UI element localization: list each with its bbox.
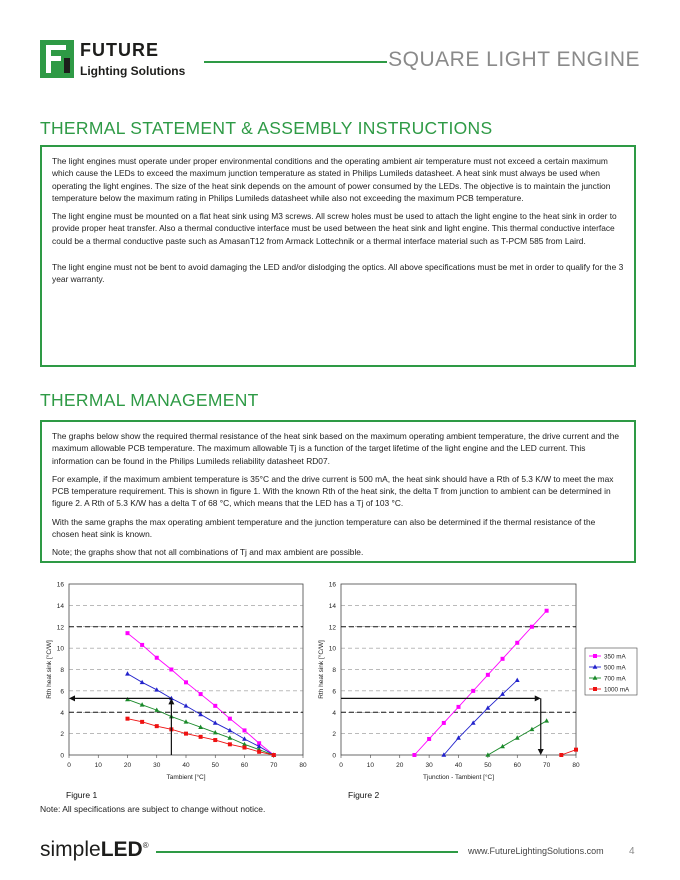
paragraph: The light engines must operate under proper environmental conditions and the operating ambient air temperature must not exceed a certain maximum which cause the LEDs to exceed the maximum junction temperature as stated in Philips Lumileds datasheet. A heat sink must always be used when operating the light engines. The size of the heat sink depends on the amount of power consumed by the LEDs. The objective is to maintain the junction temperature below the maximum rating in Philips Lumileds datasheet while also not exceeding the maximum PCB temperature. bbox=[52, 156, 611, 203]
paragraph: With the same graphs the max operating ambient temperature and the junction temperature can also be determined if the thermal resistance of the chosen heat sink is known. bbox=[52, 516, 596, 540]
data-point bbox=[155, 724, 159, 728]
legend-label: 1000 mA bbox=[604, 686, 630, 694]
data-point bbox=[515, 641, 519, 645]
data-point bbox=[559, 753, 563, 757]
figure-1-chart bbox=[40, 578, 340, 803]
figure-title: Figure 2 bbox=[348, 790, 380, 800]
section-heading-thermal-management: THERMAL MANAGEMENT bbox=[40, 390, 259, 410]
brand-prefix: simple bbox=[40, 838, 101, 861]
y-tick-label: 10 bbox=[56, 645, 64, 653]
x-tick-label: 80 bbox=[299, 762, 307, 769]
data-point bbox=[457, 705, 461, 709]
y-tick-label: 2 bbox=[60, 731, 64, 739]
data-point bbox=[199, 735, 203, 739]
x-tick-label: 70 bbox=[543, 762, 551, 769]
y-tick-label: 12 bbox=[56, 624, 64, 632]
y-tick-label: 4 bbox=[60, 709, 64, 717]
data-point bbox=[471, 689, 475, 693]
y-tick-label: 12 bbox=[328, 624, 336, 632]
y-tick-label: 2 bbox=[332, 731, 336, 739]
data-point bbox=[272, 753, 276, 757]
x-tick-label: 0 bbox=[67, 762, 71, 769]
x-tick-label: 40 bbox=[182, 762, 190, 769]
x-tick-label: 60 bbox=[513, 762, 521, 769]
data-point bbox=[427, 737, 431, 741]
x-tick-label: 40 bbox=[454, 762, 463, 769]
paragraph: The graphs below show the required thermal resistance of the heat sink based on the maximum operating ambient temperature, the drive current and the maximum allowable PCB temperature. The maximum allowable Tj is a function of the target lifetime of the light engine and the LED current. This information can be found in the Philips Lumileds reliability datasheet RD07. bbox=[52, 431, 620, 466]
thermal-management-box bbox=[40, 420, 636, 563]
data-point bbox=[442, 721, 446, 725]
data-point bbox=[140, 643, 144, 647]
x-tick-label: 50 bbox=[211, 762, 219, 769]
data-point bbox=[243, 728, 247, 732]
footer-divider bbox=[156, 851, 458, 853]
y-tick-label: 14 bbox=[328, 602, 336, 610]
data-point bbox=[228, 742, 232, 746]
x-axis-label: Tambient [°C] bbox=[166, 774, 206, 781]
y-axis-label: Rth heat sink [°C/W] bbox=[318, 640, 325, 699]
page-number: 4 bbox=[629, 846, 635, 857]
data-point bbox=[412, 753, 416, 757]
x-tick-label: 30 bbox=[425, 762, 433, 769]
x-tick-label: 10 bbox=[94, 762, 102, 769]
figure-2-svg bbox=[310, 578, 630, 803]
data-point bbox=[155, 656, 159, 660]
simpleled-brand bbox=[40, 838, 149, 862]
x-tick-label: 30 bbox=[153, 762, 161, 769]
data-point bbox=[228, 717, 232, 721]
figure-2-chart bbox=[310, 578, 630, 803]
data-point bbox=[243, 746, 247, 750]
y-tick-label: 0 bbox=[60, 752, 64, 760]
legend-label: 500 mA bbox=[604, 664, 626, 672]
y-tick-label: 6 bbox=[60, 688, 64, 696]
y-tick-label: 8 bbox=[60, 667, 64, 674]
section-heading-thermal-statement: THERMAL STATEMENT & ASSEMBLY INSTRUCTIONS bbox=[40, 118, 493, 138]
data-point bbox=[184, 680, 188, 684]
data-point bbox=[486, 673, 490, 677]
data-point bbox=[545, 609, 549, 613]
data-point bbox=[126, 631, 130, 635]
paragraph: The light engine must be mounted on a flat heat sink using M3 screws. All screw holes must be used to attach the light engine to the heat sink in order to provide proper heat transfer. Also a thermal conductive interface must be used between the heat sink and light engine. This thermal conductive interface could be a thermal conductive paste such as AmasanT12 from Armack Lottechnik or a thermal interface material such as T-PCM 585 from Laird. bbox=[52, 211, 617, 246]
logo-f-mark bbox=[40, 40, 74, 78]
brand-bold: LED bbox=[100, 838, 143, 861]
company-logo bbox=[40, 40, 200, 82]
data-point bbox=[574, 748, 578, 752]
data-point bbox=[140, 720, 144, 724]
legend-label: 700 mA bbox=[604, 675, 626, 683]
data-point bbox=[530, 625, 534, 629]
data-point bbox=[213, 738, 217, 742]
figure-1-svg bbox=[40, 578, 340, 803]
footer-url-link[interactable]: www.FutureLightingSolutions.com bbox=[468, 846, 604, 856]
data-point bbox=[184, 732, 188, 736]
y-tick-label: 4 bbox=[332, 709, 336, 717]
figure-title: Figure 1 bbox=[66, 790, 98, 800]
document-title: SQUARE LIGHT ENGINE bbox=[388, 48, 640, 71]
y-tick-label: 10 bbox=[328, 645, 336, 653]
y-tick-label: 8 bbox=[332, 667, 336, 674]
logo-tagline: Lighting Solutions bbox=[80, 64, 186, 78]
x-tick-label: 10 bbox=[366, 762, 374, 769]
x-tick-label: 60 bbox=[240, 762, 249, 769]
legend-marker bbox=[593, 654, 597, 658]
x-tick-label: 80 bbox=[572, 762, 580, 769]
x-axis-label: Tjunction - Tambient [°C] bbox=[422, 774, 495, 781]
data-point bbox=[257, 750, 261, 754]
y-tick-label: 14 bbox=[56, 602, 64, 610]
x-tick-label: 20 bbox=[123, 762, 132, 769]
data-point bbox=[501, 657, 505, 661]
x-tick-label: 20 bbox=[396, 762, 404, 769]
data-point bbox=[199, 692, 203, 696]
y-tick-label: 0 bbox=[332, 752, 336, 760]
x-tick-label: 70 bbox=[270, 762, 278, 769]
brand-registered-mark: ® bbox=[142, 841, 149, 850]
header-divider bbox=[204, 61, 387, 63]
paragraph: Note; the graphs show that not all combinations of Tj and max ambient are possible. bbox=[52, 547, 364, 558]
data-point bbox=[169, 668, 173, 672]
data-point bbox=[126, 717, 130, 721]
paragraph: For example, if the maximum ambient temperature is 35°C and the drive current is 500 mA, the heat sink should have a Rth of 5.3 K/W to meet the max PCB temperature requirement. This is shown in figure 1. With the known Rth of the heat sink, the delta T from junction to ambient can be determined in figure 2. A Rth of 5.3 K/W has a delta T of 68 °C, which means that the LED has a Tj of 103 °C. bbox=[52, 473, 614, 509]
legend-marker bbox=[593, 687, 597, 691]
logo-wordmark: FUTURE bbox=[80, 40, 159, 60]
y-axis-label: Rth heat sink [°C/W] bbox=[46, 640, 53, 699]
thermal-statement-box bbox=[40, 145, 636, 367]
paragraph: The light engine must not be bent to avoid damaging the LED and/or dislodging the optics. All above specifications must be met in order to qualify for the 3 year warranty. bbox=[52, 262, 624, 285]
x-tick-label: 50 bbox=[484, 762, 492, 769]
y-tick-label: 6 bbox=[332, 688, 336, 696]
y-tick-label: 16 bbox=[56, 581, 64, 589]
y-tick-label: 16 bbox=[328, 581, 336, 589]
data-point bbox=[213, 704, 217, 708]
x-tick-label: 0 bbox=[339, 762, 343, 769]
footnote: Note: All specifications are subject to change without notice. bbox=[40, 804, 266, 814]
legend-label: 350 mA bbox=[604, 653, 626, 661]
